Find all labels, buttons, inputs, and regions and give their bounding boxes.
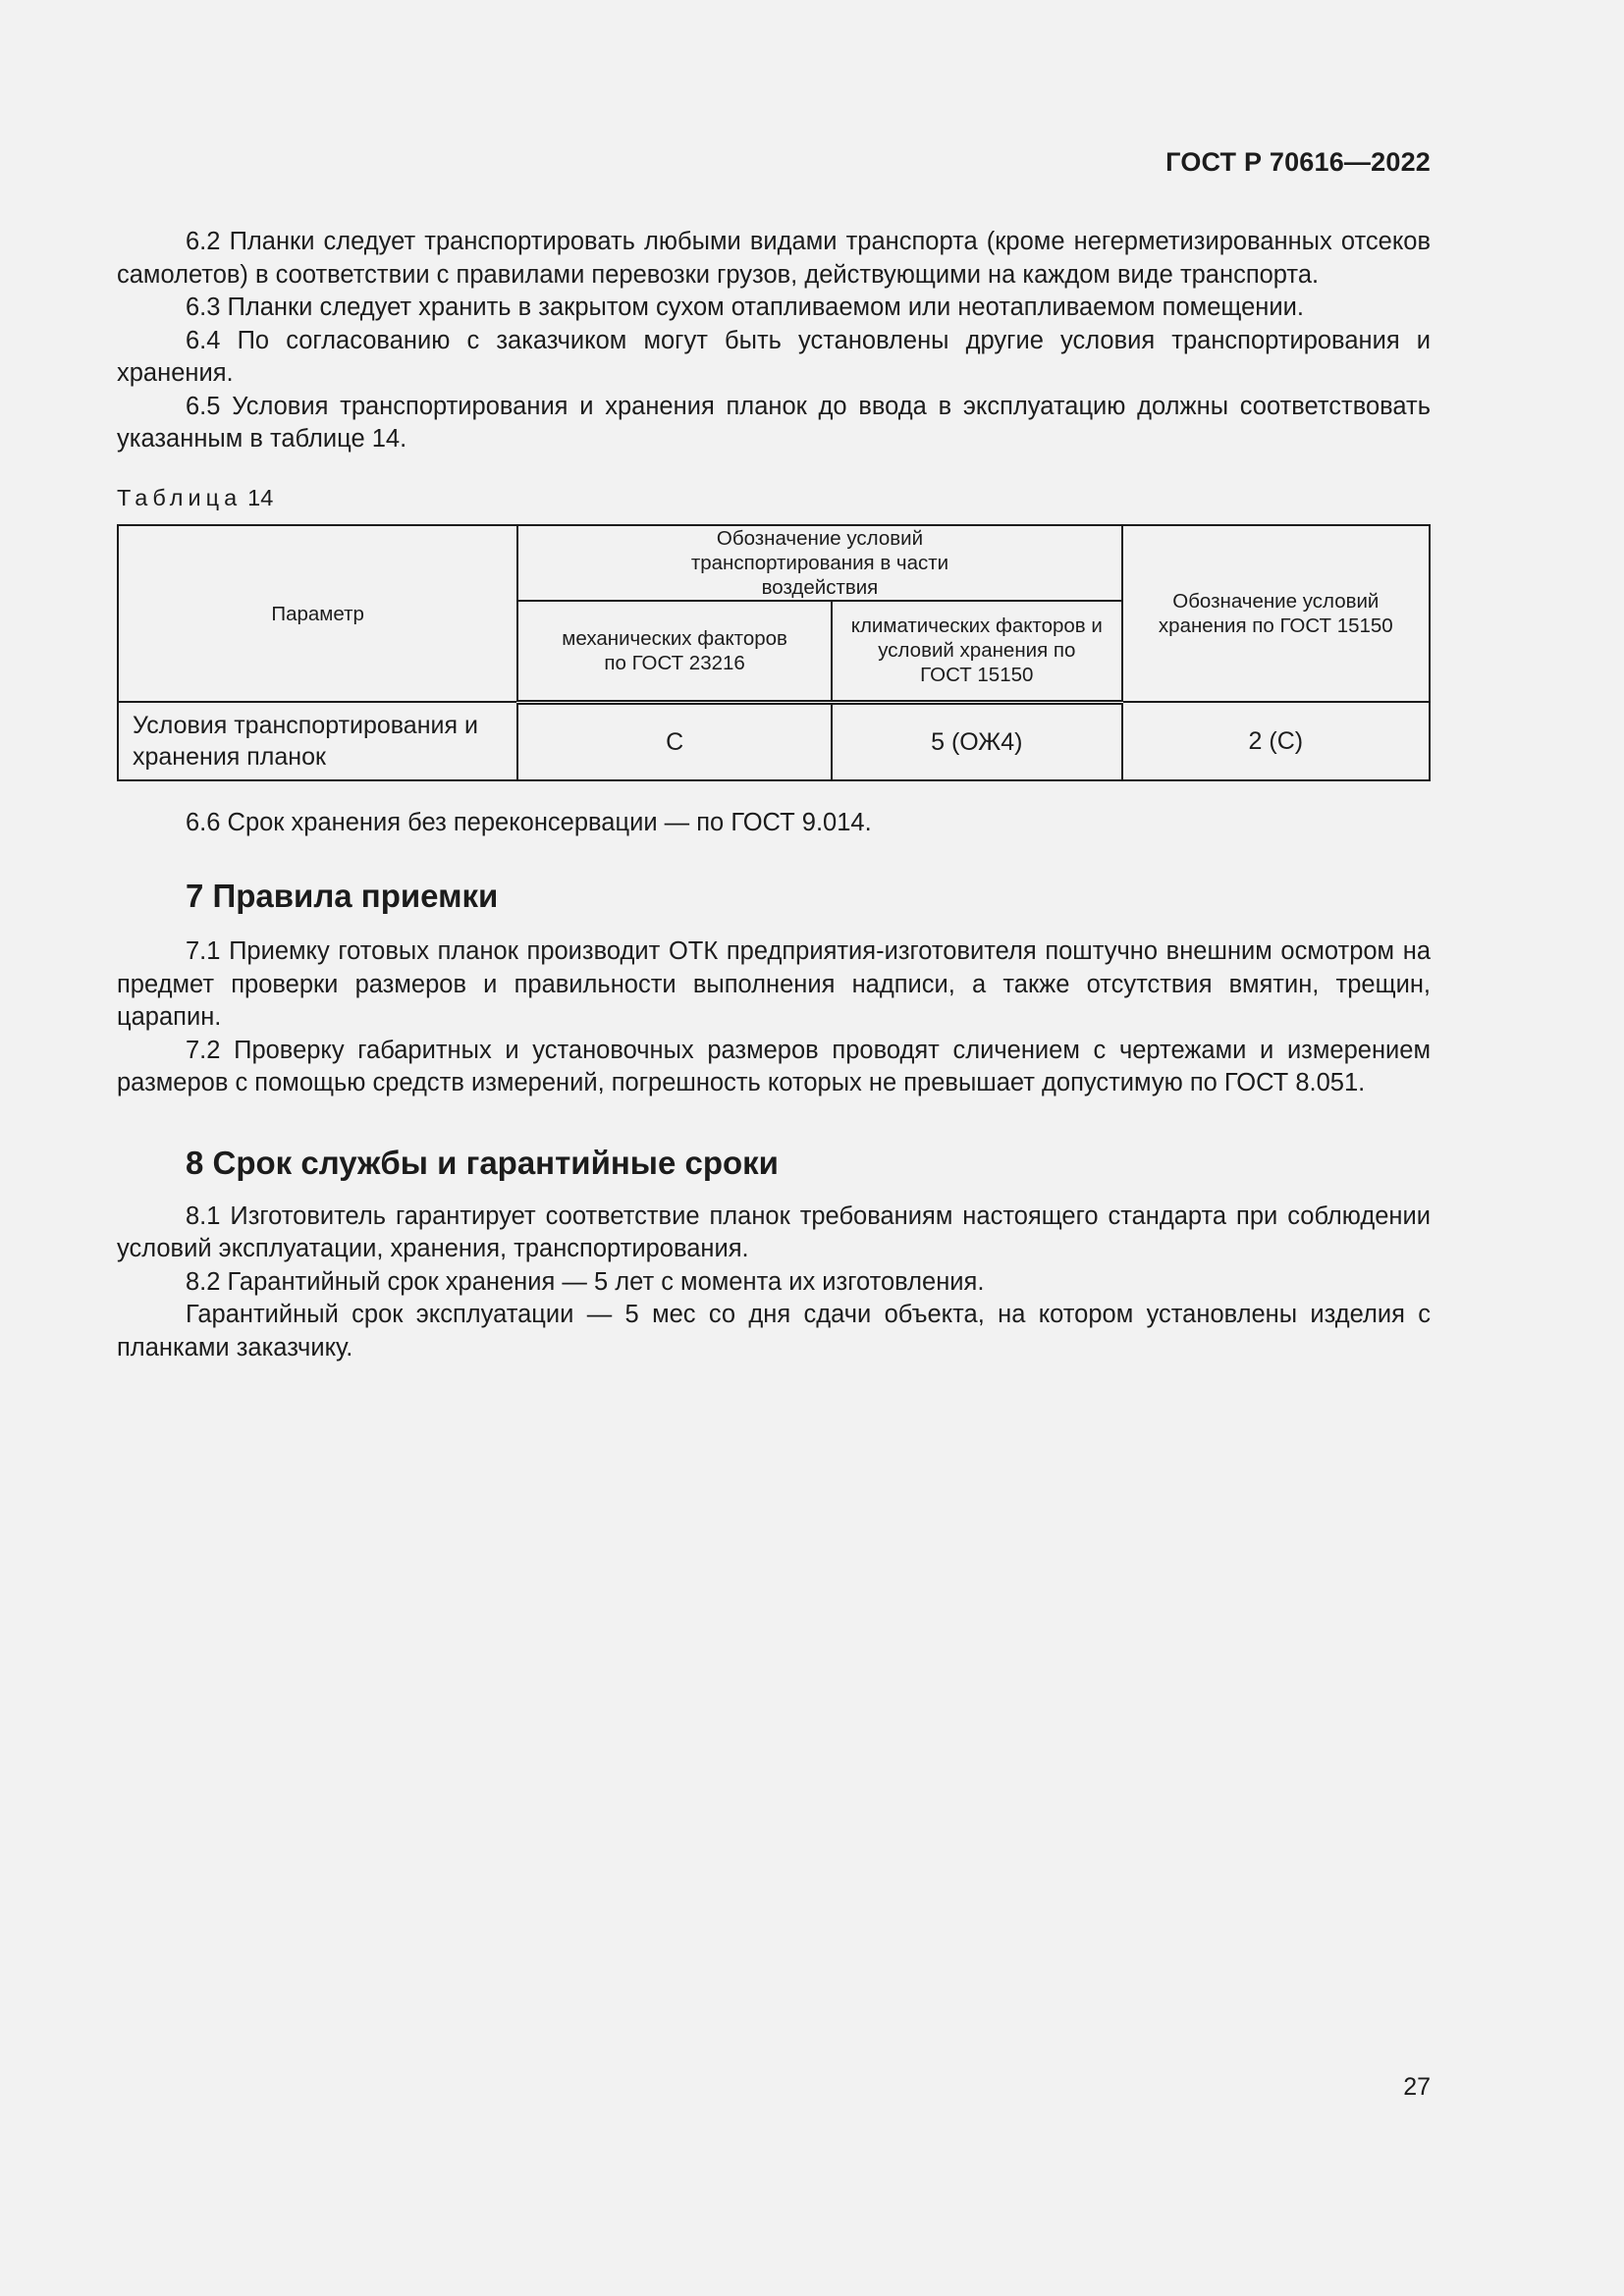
- paragraph-6-4: 6.4 По согласованию с заказчиком могут быть установлены другие условия транспортирования и хранения.: [117, 326, 1431, 387]
- paragraph-6-5: 6.5 Условия транспортирования и хранения планок до ввода в эксплуатацию должны соответствовать указанным в таблице 14.: [117, 392, 1431, 453]
- table-14: [117, 524, 1431, 781]
- paragraph-8-1: 8.1 Изготовитель гарантирует соответствие планок требованиям настоящего стандарта при соблюдении условий эксплуатации, хранения, транспортирования.: [117, 1201, 1431, 1262]
- standard-code: ГОСТ Р 70616—2022: [1165, 147, 1431, 177]
- paragraph-6-3: 6.3 Планки следует хранить в закрытом сухом отапливаемом или неотапливаемом помещении.: [186, 294, 1304, 321]
- table-row: [118, 702, 1430, 780]
- cell-param: Условия транспортирования и хранения планок: [118, 702, 517, 780]
- cell-climatic: 5 (ОЖ4): [832, 702, 1122, 780]
- page-content: [117, 226, 1431, 1364]
- section-8-title: 8 Срок службы и гарантийные сроки: [186, 1144, 779, 1181]
- paragraph-8-2: 8.2 Гарантийный срок хранения — 5 лет с момента их изготовления.: [186, 1267, 985, 1296]
- page-number: 27: [1403, 2073, 1431, 2101]
- table-caption-number: 14: [247, 484, 274, 510]
- header-transport-group: Обозначение условий транспортирования в части воздействия: [517, 525, 1121, 601]
- paragraph-6-2: 6.2 Планки следует транспортировать любыми видами транспорта (кроме негерметизированных отсеков самолетов) в соответствии с правилами перевозки грузов, действующими на каждом виде транспорта.: [117, 228, 1431, 289]
- table-caption: [117, 482, 1431, 515]
- header-storage: Обозначение условий хранения по ГОСТ 15150: [1122, 525, 1430, 702]
- cell-mechanical: С: [517, 702, 832, 780]
- section-7-title: 7 Правила приемки: [186, 878, 499, 914]
- header-mechanical: механических факторов по ГОСТ 23216: [517, 601, 832, 702]
- paragraph-8-3: Гарантийный срок эксплуатации — 5 мес со дня сдачи объекта, на котором установлены изделия с планками заказчику.: [117, 1301, 1431, 1362]
- header-param: Параметр: [118, 525, 517, 702]
- cell-storage: 2 (С): [1122, 702, 1430, 780]
- paragraph-6-6: 6.6 Срок хранения без переконсервации — по ГОСТ 9.014.: [186, 808, 872, 836]
- paragraph-7-1: 7.1 Приемку готовых планок производит ОТК предприятия-изготовителя поштучно внешним осмотром на предмет проверки размеров и правильности выполнения надписи, а также отсутствия вмятин, трещин, царапин.: [117, 937, 1431, 1031]
- table-caption-word: Таблица: [117, 484, 243, 510]
- paragraph-7-2: 7.2 Проверку габаритных и установочных размеров проводят сличением с чертежами и измерением размеров с помощью средств измерений, погрешность которых не превышает допустимую по ГОСТ 8.051.: [117, 1036, 1431, 1096]
- header-climatic: климатических факторов и условий хранения по ГОСТ 15150: [832, 601, 1122, 702]
